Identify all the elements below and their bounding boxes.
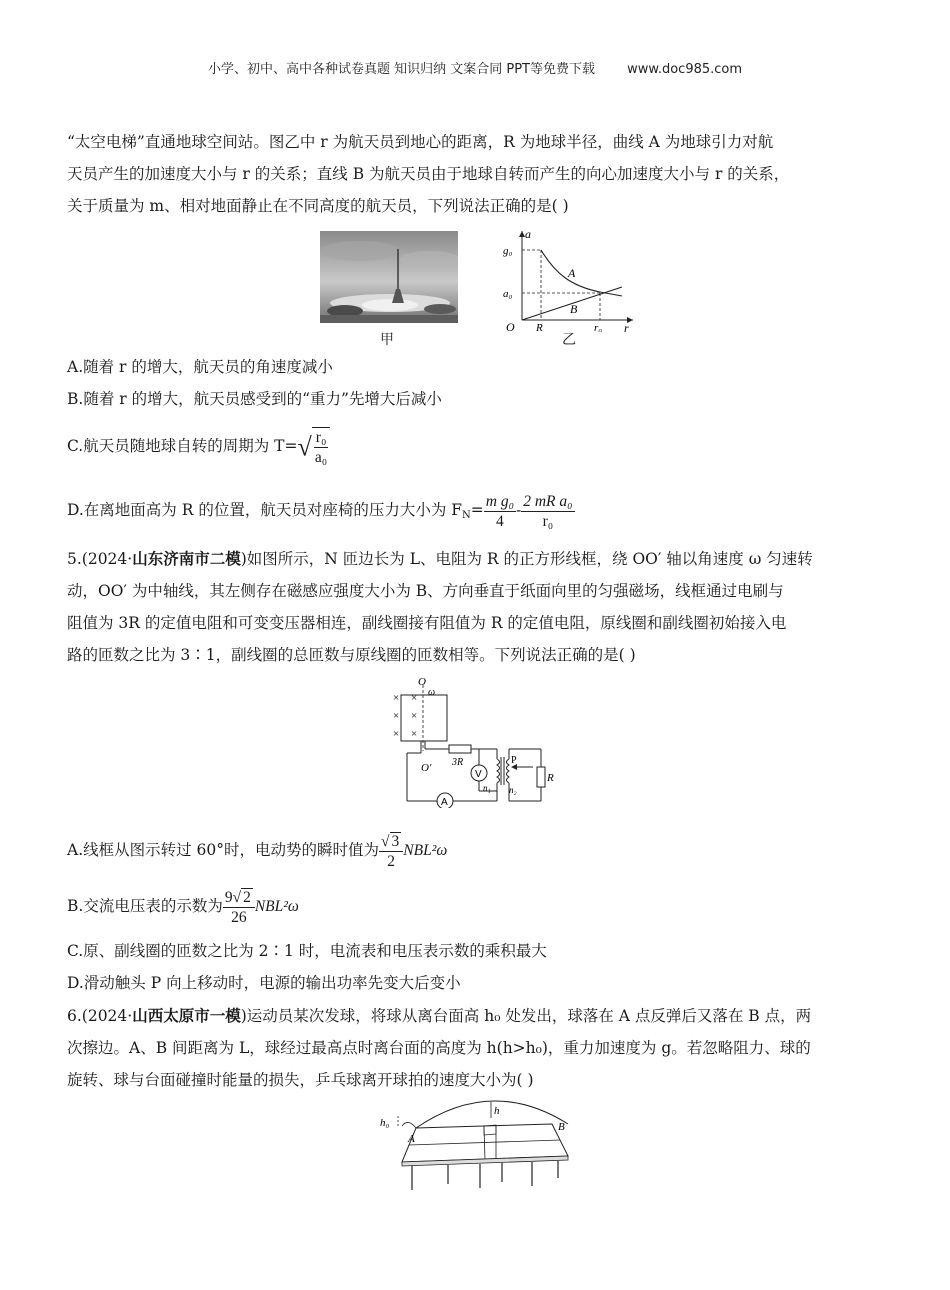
d-f2-num: 2 mR a₀ [523, 492, 573, 510]
curve-a-label: A [568, 266, 576, 280]
circuit-diagram [385, 673, 565, 808]
q4-option-a: A.随着 r 的增大，航天员的角速度减小 [67, 358, 333, 376]
a-fraction: $\frac{√ 3}{2}$ [379, 832, 403, 871]
q4-option-d-text: D.在离地面高为 R 的位置，航天员对座椅的压力大小为 F [67, 501, 463, 519]
d-f1-den: 4 [496, 512, 504, 530]
q6-number: 6.(2024· [67, 1007, 133, 1025]
c-denominator: a₀ [314, 449, 328, 467]
q5-line1-rest: )如图所示，N 匝边长为 L、电阻为 R 的正方形线框，绕 OO′ 轴以角速度 ω 匀速转 [240, 550, 813, 568]
q5-number: 5.(2024· [67, 550, 133, 568]
q5-option-a [67, 828, 897, 873]
q6-line2: 次擦边。A、B 间距离为 L，球经过最高点时离台面的高度为 h(h>h₀)，重力加速度为 g。若忽略阻力、球的 [67, 1039, 811, 1057]
b-root: 2 [243, 888, 251, 906]
svg-text:×: × [393, 710, 400, 722]
d-f1-num: m g₀ [485, 492, 514, 510]
q5-option-a-text: A.线框从图示转过 60°时，电动势的瞬时值为 [67, 841, 380, 859]
fig-yi-caption: 乙 [562, 332, 576, 348]
a-root: 3 [391, 832, 400, 850]
q6-line1 [67, 1005, 897, 1027]
q5-line3: 阻值为 3R 的定值电阻和可变变压器相连，副线圈接有阻值为 R 的定值电阻，原线圈和副线圈初始接入电 [67, 614, 787, 632]
svg-text:×: × [411, 728, 418, 740]
h0-label: h₀ [380, 1117, 390, 1129]
axis-label-r: r [624, 321, 629, 332]
c-numerator: r₀ [315, 429, 327, 447]
q4-line1: “太空电梯”直通地球空间站。图乙中 r 为航天员到地心的距离，R 为地球半径，曲线 A 为地球引力对航 [67, 133, 774, 151]
axis-Oprime-label: O′ [421, 762, 432, 774]
g0-label: g₀ [503, 245, 513, 257]
b-fraction: $\frac{9√ 2}{26}$ [223, 888, 255, 927]
n2-label: n₂ [509, 785, 517, 795]
q5-line4: 路的匝数之比为 3∶1，副线圈的总匝数与原线圈的匝数相等。下列说法正确的是( ) [67, 646, 636, 664]
q6-line3: 旋转、球与台面碰撞时能量的损失，乒乓球离开球拍的速度大小为( ) [67, 1071, 534, 1089]
q4-line2: 天员产生的加速度大小与 r 的关系；直线 B 为航天员由于地球自转而产生的向心加速度大小与 r 的关系， [67, 165, 790, 183]
header-text: 小学、初中、高中各种试卷真题 知识归纳 文案合同 PPT等免费下载 [207, 62, 595, 77]
svg-text:×: × [393, 728, 400, 740]
fn-subscript: N [462, 510, 471, 521]
d-f2-den: r₀ [542, 512, 554, 530]
load-R-label: R [547, 772, 554, 784]
q5-option-b-text: B.交流电压表的示数为 [67, 897, 223, 915]
svg-text:×: × [411, 692, 418, 704]
header-url[interactable]: www.doc985.com [627, 62, 743, 77]
origin-label: O [506, 320, 515, 332]
q4-option-c-text: C.航天员随地球自转的周期为 T= [67, 437, 298, 455]
sqrt-fraction: √ $\frac{\text{r₀}}{\text{a₀}}$ [298, 425, 331, 469]
q5-option-d: D.滑动触头 P 向上移动时，电源的输出功率先变大后变小 [67, 974, 461, 992]
d-fraction-1 [484, 492, 516, 531]
b-coef: 9 [224, 888, 233, 906]
n1-label: n₁ [483, 783, 491, 793]
q5-line1 [67, 548, 897, 570]
acceleration-graph [500, 228, 640, 332]
space-elevator-photo [320, 231, 458, 323]
slider-P-label: P [511, 755, 517, 766]
fig-jia-caption: 甲 [380, 332, 394, 348]
q4-option-c [67, 424, 897, 469]
R-label: R [536, 322, 543, 332]
omega-label: ω [428, 687, 436, 698]
q5-source: 山东济南市二模 [132, 549, 241, 568]
a-den: 2 [387, 852, 396, 870]
b-field-x: × [393, 692, 400, 704]
page-header [0, 58, 950, 77]
q5-option-b-suffix: NBL²ω [254, 898, 299, 915]
d-fraction-2 [521, 492, 574, 531]
line-b-label: B [570, 302, 578, 316]
q6-line1-rest: )运动员某次发球，将球从离台面高 h₀ 处发出，球落在 A 点反弹后又落在 B 点，两 [240, 1007, 812, 1025]
q5-option-a-suffix: NBL²ω [403, 842, 448, 859]
q4-option-b: B.随着 r 的增大，航天员感受到的“重力”先增大后减小 [67, 390, 442, 408]
resistor-3R-label: 3R [452, 757, 464, 768]
q4-line3: 关于质量为 m、相对地面静止在不同高度的航天员，下列说法正确的是( ) [67, 197, 569, 215]
curve-a [541, 250, 622, 296]
q5-line2: 动，OO′ 为中轴线，其左侧存在磁感应强度大小为 B、方向垂直于纸面向里的匀强磁场，线框通过电刷与 [67, 582, 784, 600]
svg-text:×: × [411, 710, 418, 722]
h-label: h [494, 1105, 500, 1117]
axis-O-label: O [418, 676, 426, 688]
ammeter-label: A [441, 797, 448, 808]
q5-option-c: C.原、副线圈的匝数之比为 2∶1 时，电流表和电压表示数的乘积最大 [67, 942, 547, 960]
axis-label-a: a [525, 228, 531, 241]
a0-label: a₀ [503, 288, 513, 300]
r0-label: r₀ [594, 322, 603, 332]
q5-option-b [67, 884, 897, 929]
point-B-label: B [558, 1121, 565, 1133]
q4-option-d: D.在离地面高为 R 的位置，航天员对座椅的压力大小为 $F_N=$ $\frac{\text{m g₀}}{4}$ - $\frac{\text{2 mR a₀}}{\text{r₀}}$ [67, 492, 573, 530]
b-den: 26 [231, 908, 247, 926]
point-A-label: A [408, 1133, 415, 1145]
table-tennis-figure [372, 1094, 592, 1194]
voltmeter-label: V [475, 769, 482, 780]
q6-source: 山西太原市一模 [132, 1006, 241, 1025]
